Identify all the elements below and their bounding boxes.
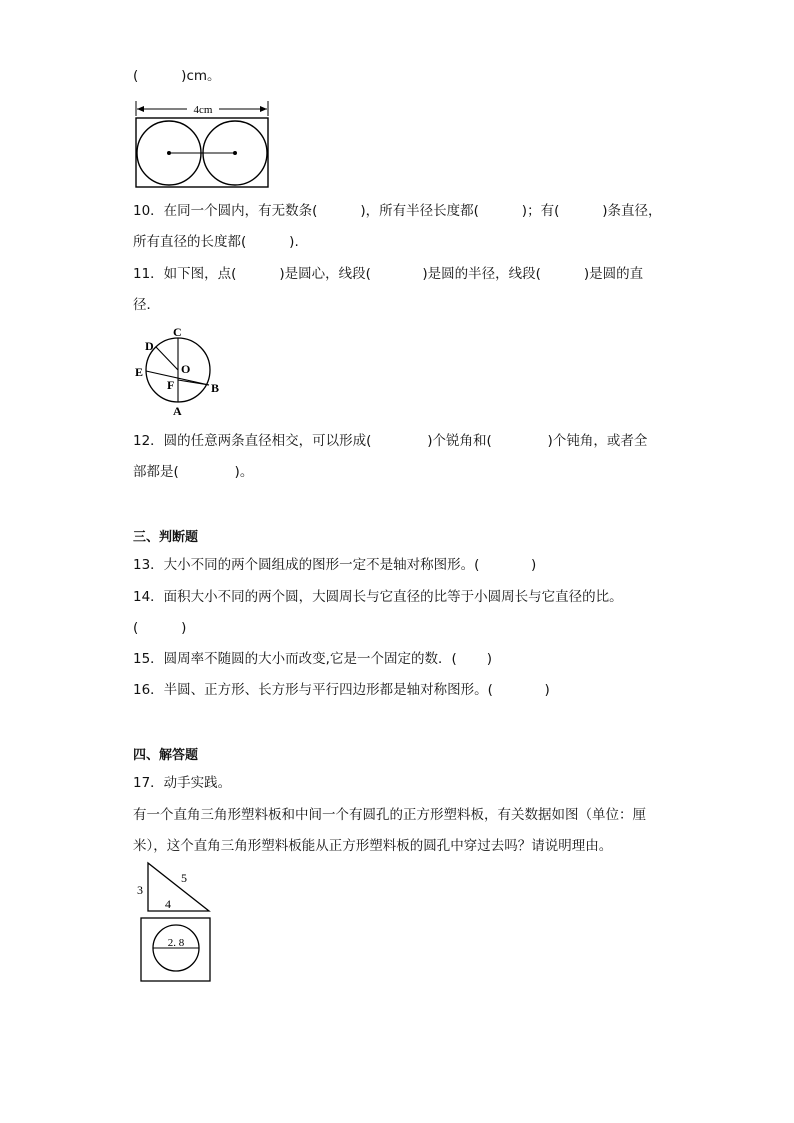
section-title-judgement: 三、判断题 xyxy=(133,530,199,545)
diameter-label: 2. 8 xyxy=(167,937,185,949)
q16-line: 16．半圆、正方形、长方形与平行四边形都是轴对称图形。( ) xyxy=(133,682,550,698)
q11-line2: 径． xyxy=(133,297,160,313)
q14-line2: ( ) xyxy=(133,620,187,636)
two-circles-figure xyxy=(133,98,273,194)
q13-line: 13．大小不同的两个圆组成的图形一定不是轴对称图形。( ) xyxy=(133,557,537,573)
label-C: C xyxy=(173,325,182,339)
arrow-right xyxy=(260,106,267,112)
label-E: E xyxy=(135,365,144,379)
side-b-label: 4 xyxy=(165,897,171,911)
label-A: A xyxy=(173,404,182,418)
segment-DO xyxy=(156,347,178,370)
side-a-label: 3 xyxy=(137,883,143,897)
label-O: O xyxy=(181,362,191,376)
circle-labeled-figure xyxy=(131,326,231,418)
section-title-answer: 四、解答题 xyxy=(133,748,199,763)
side-c-label: 5 xyxy=(181,871,187,885)
q12-line1: 12．圆的任意两条直径相交，可以形成( )个锐角和( )个钝角，或者全 xyxy=(133,433,648,449)
label-F: F xyxy=(167,378,175,392)
q12-line2: 部都是( )。 xyxy=(133,464,254,480)
q11-line1: 11．如下图，点( )是圆心，线段( )是圆的半径，线段( )是圆的直 xyxy=(133,266,644,282)
segment-FB xyxy=(178,380,209,385)
arrow-left xyxy=(137,106,144,112)
q14-line1: 14．面积大小不同的两个圆，大圆周长与它直径的比等于小圆周长与它直径的比。 xyxy=(133,589,623,605)
label-B: B xyxy=(211,381,220,395)
q15-line: 15．圆周率不随圆的大小而改变,它是一个固定的数．( ) xyxy=(133,651,493,667)
triangle-square-figure xyxy=(134,860,224,985)
dimension-label: 4cm xyxy=(193,104,213,116)
q17-line1: 有一个直角三角形塑料板和中间一个有圆孔的正方形塑料板，有关数据如图（单位：厘 xyxy=(133,807,646,823)
q10-line2: 所有直径的长度都( ). xyxy=(133,234,299,250)
q10-line1: 10．在同一个圆内，有无数条( )，所有半径长度都( )；有( )条直径， xyxy=(133,203,662,219)
right-triangle xyxy=(148,863,209,911)
q9-answer-line: ( )cm。 xyxy=(133,68,221,84)
label-D: D xyxy=(145,339,154,353)
q17-title: 17．动手实践。 xyxy=(133,775,232,791)
q17-line2: 米），这个直角三角形塑料板能从正方形塑料板的圆孔中穿过去吗？请说明理由。 xyxy=(133,838,613,854)
